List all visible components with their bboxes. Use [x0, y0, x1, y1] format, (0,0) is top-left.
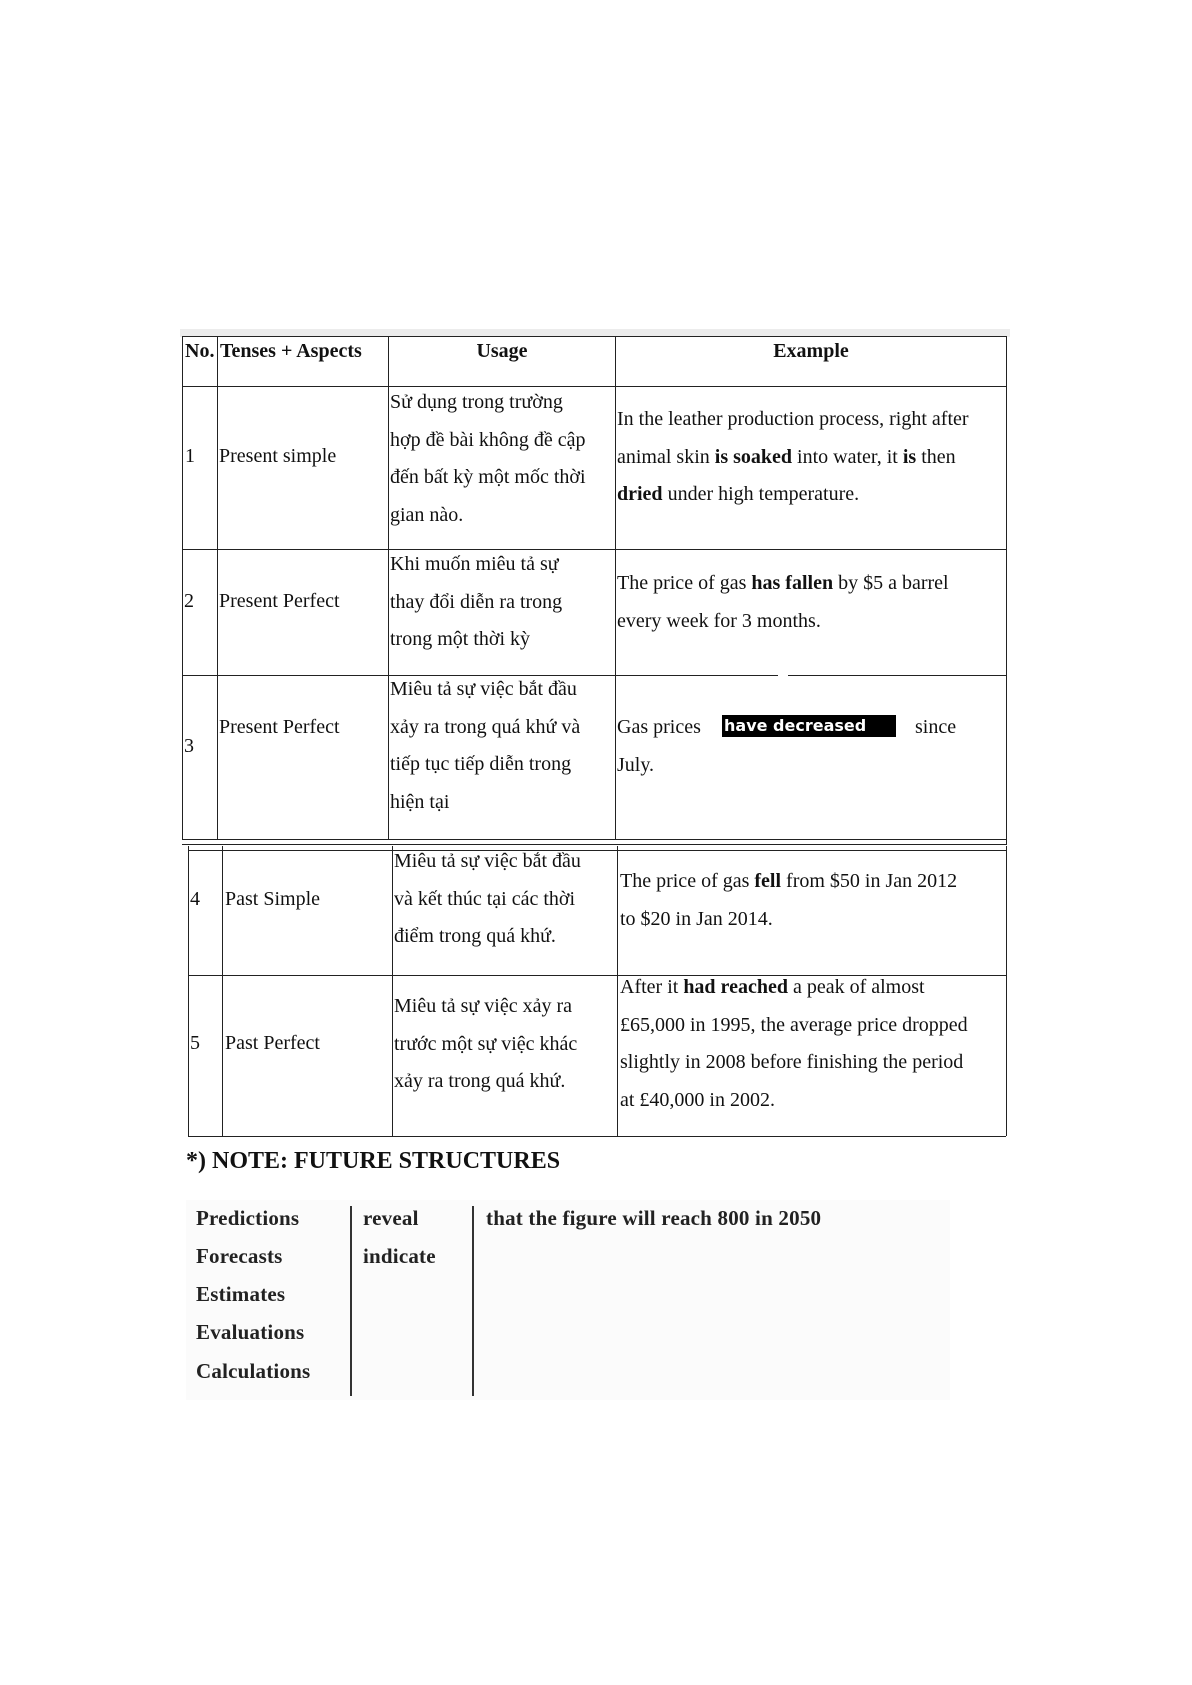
example-text: from $50 in Jan 2012 — [781, 870, 958, 892]
subject-item: Calculations — [196, 1359, 311, 1383]
table-border-left — [182, 336, 183, 840]
header-example: Example — [773, 340, 849, 362]
example-text: under high temperature. — [662, 483, 860, 505]
example-text: since — [915, 716, 957, 738]
row2-tense: Present Perfect — [219, 590, 340, 612]
row5-example-line — [620, 969, 1006, 1007]
example-text: into water, it — [792, 445, 903, 468]
example-text: After it — [620, 976, 684, 998]
row3-example-line: July. — [617, 753, 655, 776]
row4-tense: Past Simple — [225, 888, 321, 910]
row5-example-line: slightly in 2008 before finishing the period — [620, 1051, 964, 1073]
example-verb: had reached — [683, 976, 788, 998]
example-text: by $5 a barrel — [833, 572, 949, 594]
row3-usage-line: Miêu tả sự việc bắt đầu — [390, 678, 577, 700]
row1-example — [617, 401, 1005, 514]
row3-usage-line: hiện tại — [390, 790, 450, 813]
note-title: *) NOTE: FUTURE STRUCTURES — [186, 1148, 561, 1174]
row4-example-line — [620, 863, 1006, 901]
row1-no: 1 — [185, 445, 195, 467]
row5-tense: Past Perfect — [225, 1032, 320, 1054]
row4-no: 4 — [190, 888, 200, 910]
example-text: a peak of almost — [787, 976, 925, 998]
row1-usage-line: Sử dụng trong trường — [390, 391, 563, 413]
row4-example — [620, 863, 1006, 938]
row2-example-line — [617, 565, 1005, 603]
row3-example — [617, 709, 1005, 784]
table-lower-right — [1006, 846, 1007, 1136]
header-usage: Usage — [476, 340, 528, 362]
row5-usage-line: xảy ra trong quá khứ. — [394, 1070, 566, 1092]
row2-usage-line: thay đổi diễn ra trong — [390, 590, 563, 613]
row4-usage — [394, 843, 616, 956]
row2-usage-line: Khi muốn miêu tả sự — [390, 553, 559, 575]
row5-example-line: at £40,000 in 2002. — [620, 1088, 775, 1111]
row5-no: 5 — [190, 1032, 200, 1054]
example-text: The price of gas — [617, 572, 752, 594]
row1-example-line: In the leather production process, right after — [617, 408, 969, 430]
row3-no: 3 — [184, 735, 194, 757]
row4-example-line: to $20 in Jan 2014. — [620, 907, 773, 930]
example-verb: is soaked — [714, 445, 793, 468]
example-verb: has fallen — [751, 572, 834, 594]
row1-usage-line: gian nào. — [390, 503, 464, 526]
row1-tense: Present simple — [219, 445, 337, 467]
table-border-bottom — [188, 1136, 1006, 1137]
example-text: The price of gas — [620, 870, 755, 892]
example-verb: is — [902, 445, 917, 468]
table-border-col3 — [615, 336, 616, 840]
subject-item: Predictions — [196, 1206, 300, 1230]
table-lower-col2 — [392, 846, 393, 1136]
row1-example-line — [617, 476, 1005, 514]
table-border-col1 — [217, 336, 218, 840]
row3-usage — [390, 671, 614, 821]
subject-item: Estimates — [196, 1282, 286, 1306]
table-lower-col1 — [222, 846, 223, 1136]
subject-item: Evaluations — [196, 1320, 305, 1344]
row2-no: 2 — [184, 590, 194, 612]
table-lower-col3 — [617, 846, 618, 1136]
verb-item: reveal — [363, 1206, 419, 1230]
row4-usage-line: Miêu tả sự việc bắt đầu — [394, 850, 581, 872]
divider-2 — [472, 1206, 474, 1396]
row2-example — [617, 565, 1005, 640]
header-tense: Tenses + Aspects — [220, 340, 362, 362]
row5-example-line: £65,000 in 1995, the average price dropped — [620, 1013, 968, 1036]
example-text: Gas prices — [617, 716, 701, 738]
row5-usage-line: Miêu tả sự việc xảy ra — [394, 995, 572, 1017]
row3-tense: Present Perfect — [219, 716, 340, 738]
row4-usage-line: điểm trong quá khứ. — [394, 925, 556, 947]
row5-usage-line: trước một sự việc khác — [394, 1032, 578, 1055]
row1-usage — [390, 384, 614, 534]
example-verb: dried — [617, 483, 663, 505]
verb-item: indicate — [363, 1244, 436, 1268]
table-border-right — [1006, 336, 1007, 845]
row2-usage — [390, 546, 614, 659]
example-text: then — [916, 445, 956, 468]
row1-example-line — [617, 439, 1005, 477]
table-border-row2-bottom-right — [788, 675, 1006, 676]
table-lower-left — [188, 846, 189, 1136]
row5-usage — [394, 988, 616, 1101]
row3-usage-line: tiếp tục tiếp diễn trong — [390, 753, 572, 775]
table-border-top — [182, 336, 1006, 337]
example-text: animal skin — [617, 445, 715, 468]
example-verb: fell — [754, 870, 782, 892]
subject-item: Forecasts — [196, 1244, 283, 1268]
table-border-col2 — [388, 336, 389, 840]
clause-text: that the figure will reach 800 in 2050 — [486, 1206, 822, 1230]
row2-example-line: every week for 3 months. — [617, 609, 821, 632]
table-border-row3-bottom — [182, 839, 1006, 840]
row3-example-line — [617, 709, 1005, 747]
redacted-answer-box: have decreased — [722, 715, 896, 737]
header-no: No. — [185, 340, 215, 362]
divider-1 — [350, 1206, 352, 1396]
row3-usage-line: xảy ra trong quá khứ và — [390, 715, 581, 738]
row5-example — [620, 969, 1006, 1119]
row4-usage-line: và kết thúc tại các thời — [394, 887, 576, 910]
row1-usage-line: hợp đề bài không đề cập — [390, 428, 586, 451]
row2-usage-line: trong một thời kỳ — [390, 628, 531, 650]
row1-usage-line: đến bất kỳ một mốc thời — [390, 466, 586, 488]
